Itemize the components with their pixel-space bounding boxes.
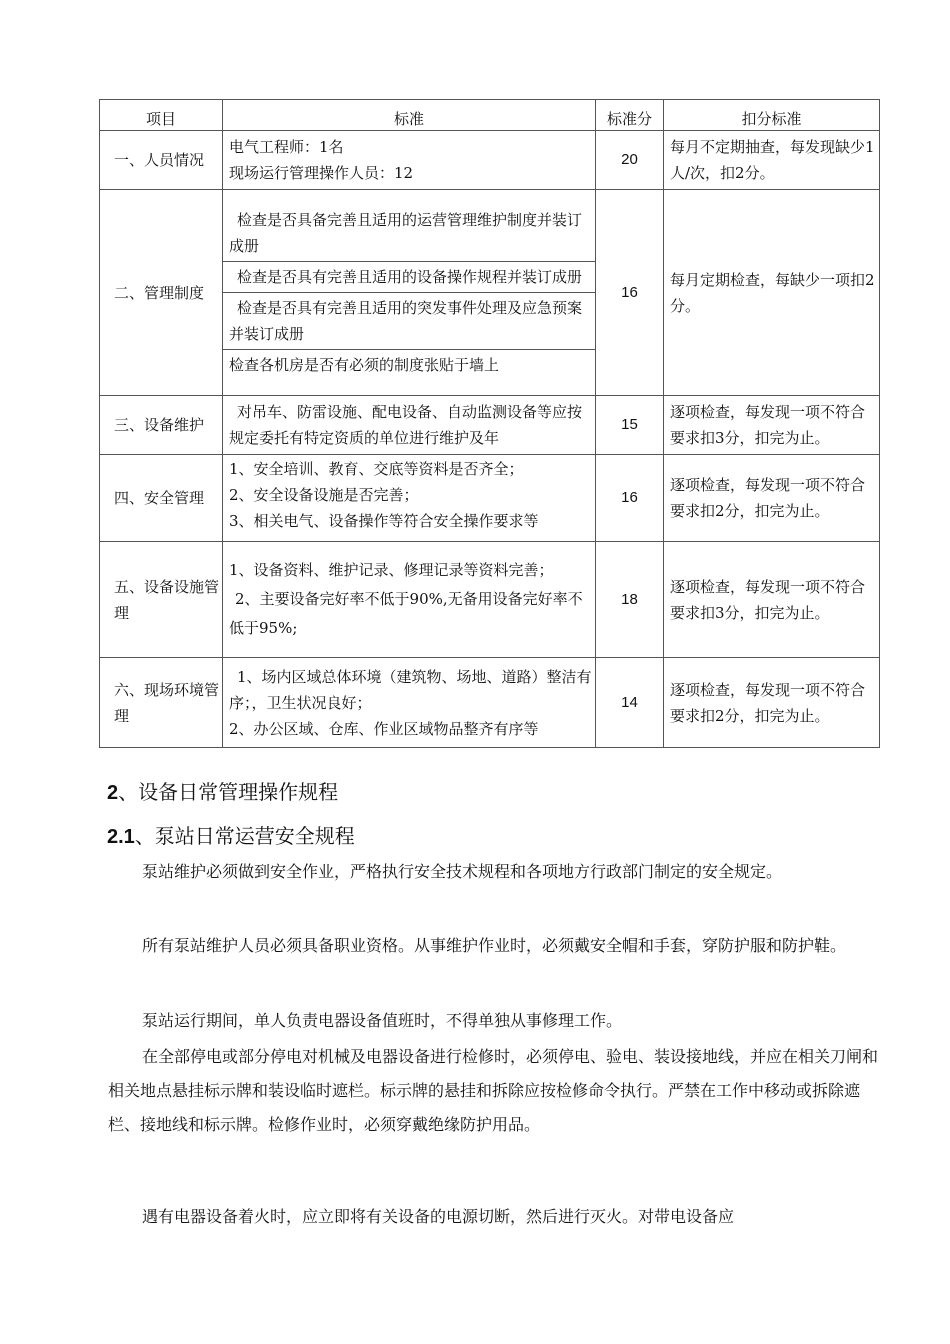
section-number: 2 (107, 782, 119, 804)
row-deduction: 逐项检查，每发现一项不符合要求扣2分，扣完为止。 (664, 658, 880, 748)
row-deduction: 逐项检查，每发现一项不符合要求扣2分，扣完为止。 (664, 455, 880, 542)
row-score: 18 (596, 542, 664, 658)
row-standard (223, 658, 596, 748)
table-row (100, 190, 880, 396)
table-header-row (100, 100, 880, 131)
subsection-heading (107, 820, 355, 849)
standard-line: 检查是否具有完善且适用的突发事件处理及应急预案并装订成册 (223, 293, 595, 350)
row-standard (223, 542, 596, 658)
standard-line: 对吊车、防雷设施、配电设备、自动监测设备等应按规定委托有特定资质的单位进行维护及年 (229, 403, 583, 447)
row-standard (223, 455, 596, 542)
row-item: 五、设备设施管理 (100, 542, 223, 658)
paragraph: 泵站运行期间，单人负责电器设备值班时，不得单独从事修理工作。 (142, 1011, 623, 1030)
row-standard (223, 190, 596, 396)
table-row (100, 455, 880, 542)
row-score: 16 (596, 190, 664, 396)
paragraph: 所有泵站维护人员必须具备职业资格。从事维护作业时，必须戴安全帽和手套，穿防护服和防护鞋。 (142, 936, 847, 955)
standard-line: 2、办公区域、仓库、作业区域物品整齐有序等 (229, 719, 539, 738)
header-item: 项目 (100, 100, 223, 131)
row-standard (223, 396, 596, 455)
standard-line: 1、安全培训、教育、交底等资料是否齐全； (229, 460, 524, 478)
standard-line: 2、安全设备设施是否完善； (229, 486, 419, 504)
row-standard (223, 131, 596, 190)
standard-line: 3、相关电气、设备操作等符合安全操作要求等 (229, 512, 539, 530)
row-score: 16 (596, 455, 664, 542)
row-score: 20 (596, 131, 664, 190)
table-row (100, 658, 880, 748)
row-deduction: 逐项检查，每发现一项不符合要求扣3分，扣完为止。 (664, 542, 880, 658)
header-standard: 标准 (223, 100, 596, 131)
paragraph: 在全部停电或部分停电对机械及电器设备进行检修时，必须停电、验电、装设接地线，并应在相关刀闸和相关地点悬挂标示牌和装设临时遮栏。标示牌的悬挂和拆除应按检修命令执行。严禁在工作中移动或拆除遮栏、接地线和标示牌。检修作业时，必须穿戴绝缘防护用品。 (108, 1047, 879, 1134)
row-item: 一、人员情况 (100, 131, 223, 190)
table-row (100, 396, 880, 455)
assessment-table (99, 99, 880, 748)
row-item: 二、管理制度 (100, 190, 223, 396)
standard-line: 1、设备资料、维护记录、修理记录等资料完善； (229, 561, 554, 579)
row-item: 六、现场环境管理 (100, 658, 223, 748)
table-row (100, 131, 880, 190)
paragraph: 泵站维护必须做到安全作业，严格执行安全技术规程和各项地方行政部门制定的安全规定。 (142, 862, 783, 881)
standard-line: 1、场内区域总体环境（建筑物、场地、道路）整洁有序；，卫生状况良好； (229, 667, 592, 712)
standard-line: 检查是否具有完善且适用的设备操作规程并装订成册 (223, 262, 595, 293)
row-deduction: 每月不定期抽查，每发现缺少1人/次，扣2分。 (664, 131, 880, 190)
subsection-number: 2.1 (107, 826, 135, 848)
row-score: 14 (596, 658, 664, 748)
header-deduction: 扣分标准 (664, 100, 880, 131)
row-score: 15 (596, 396, 664, 455)
section-heading (107, 776, 338, 805)
standard-line: 检查是否具备完善且适用的运营管理维护制度并装订成册 (223, 205, 595, 262)
standard-line: 2、主要设备完好率不低于90%,无备用设备完好率不低于95%; (229, 590, 583, 637)
row-item: 三、设备维护 (100, 396, 223, 455)
row-deduction: 每月定期检查，每缺少一项扣2分。 (664, 190, 880, 396)
row-item: 四、安全管理 (100, 455, 223, 542)
standard-line: 现场运行管理操作人员：12 (229, 164, 414, 182)
header-score: 标准分 (596, 100, 664, 131)
row-deduction: 逐项检查，每发现一项不符合要求扣3分，扣完为止。 (664, 396, 880, 455)
paragraph: 遇有电器设备着火时，应立即将有关设备的电源切断，然后进行灭火。对带电设备应 (142, 1207, 735, 1226)
standard-line: 电气工程师：1名 (229, 138, 344, 156)
standard-line: 检查各机房是否有必须的制度张贴于墙上 (229, 356, 500, 374)
table-row (100, 542, 880, 658)
subsection-title: 、泵站日常运营安全规程 (134, 826, 355, 848)
section-title: 、设备日常管理操作规程 (118, 782, 339, 804)
